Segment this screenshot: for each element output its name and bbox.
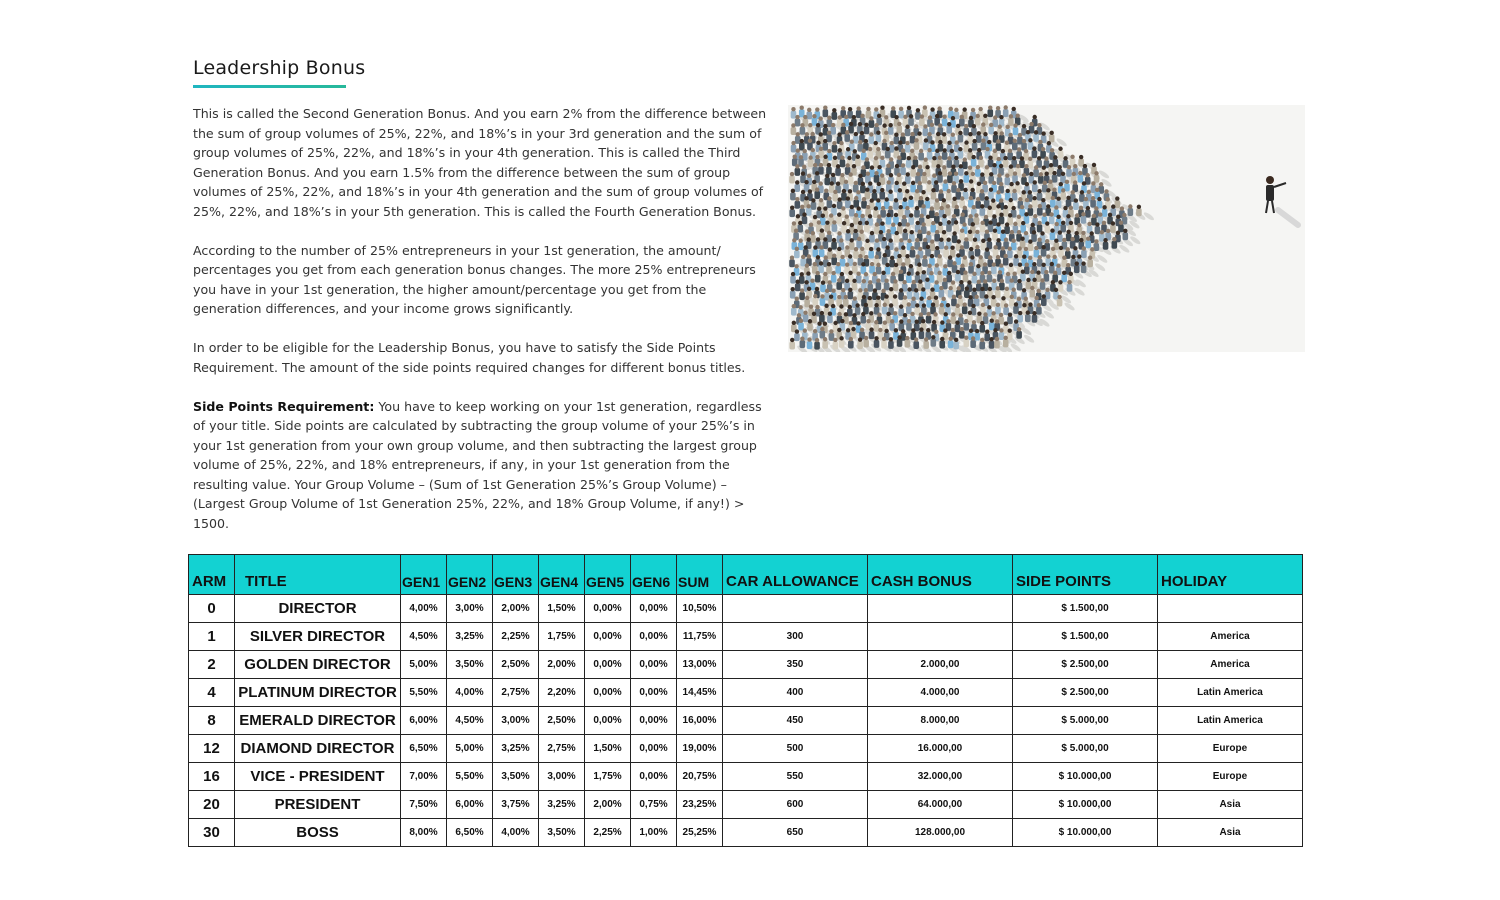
cell-gen4: 2,20% [539,679,585,707]
cell-gen3: 2,25% [493,623,539,651]
cell-gen2: 3,50% [447,651,493,679]
cell-side-points: $ 10.000,00 [1013,791,1158,819]
header-gen2: GEN2 [447,555,493,595]
table-row [189,819,1303,847]
cell-holiday: Asia [1158,791,1303,819]
cell-car-allowance: 650 [723,819,868,847]
cell-gen2: 6,50% [447,819,493,847]
cell-arm: 4 [189,679,235,707]
cell-gen5: 2,00% [585,791,631,819]
cell-gen2: 4,50% [447,707,493,735]
cell-gen6: 0,00% [631,707,677,735]
cell-gen3: 3,00% [493,707,539,735]
header-gen1: GEN1 [401,555,447,595]
title-underline [193,85,346,88]
cell-gen1: 7,50% [401,791,447,819]
header-holiday: HOLIDAY [1158,555,1303,595]
cell-gen1: 5,50% [401,679,447,707]
cell-gen6: 1,00% [631,819,677,847]
side-points-text: You have to keep working on your 1st generation, regardless of your title. Side points are calculated by subtracting the group volume of your 25%’s in your 1st generation from your own group volume, and then subtracting the largest group volume of 25%, 22%, and 18% entrepreneurs, if any, in your 1st generation from the resulting value. Your Group Volume – (Sum of 1st Generation 25%’s Group Volume) – (Largest Group Volume of 1st Generation 25%, 22%, and 18% Group Volume, if any!) > 1500. [193,398,762,531]
cell-car-allowance [723,595,868,623]
cell-arm: 20 [189,791,235,819]
cell-sum: 20,75% [677,763,723,791]
cell-gen3: 2,00% [493,595,539,623]
cell-title: PLATINUM DIRECTOR [235,679,401,707]
header-side-points: SIDE POINTS [1013,555,1158,595]
cell-cash-bonus: 16.000,00 [868,735,1013,763]
header-gen3: GEN3 [493,555,539,595]
header-cash-bonus: CASH BONUS [868,555,1013,595]
table-body [189,595,1303,847]
cell-car-allowance: 400 [723,679,868,707]
cell-title: DIRECTOR [235,595,401,623]
crowd-illustration [788,105,1305,352]
table-row [189,707,1303,735]
table-header-row [189,555,1303,595]
cell-side-points: $ 10.000,00 [1013,819,1158,847]
cell-gen6: 0,00% [631,651,677,679]
cell-gen6: 0,00% [631,735,677,763]
cell-gen1: 5,00% [401,651,447,679]
table-row [189,735,1303,763]
cell-gen3: 2,50% [493,651,539,679]
cell-gen5: 0,00% [585,679,631,707]
cell-sum: 23,25% [677,791,723,819]
cell-cash-bonus: 2.000,00 [868,651,1013,679]
leadership-bonus-table [188,554,1303,847]
cell-sum: 16,00% [677,707,723,735]
page-title: Leadership Bonus [193,57,366,79]
cell-arm: 30 [189,819,235,847]
cell-title: BOSS [235,819,401,847]
cell-gen1: 6,50% [401,735,447,763]
cell-arm: 1 [189,623,235,651]
cell-sum: 25,25% [677,819,723,847]
cell-holiday: Asia [1158,819,1303,847]
bonus-table [188,554,1303,847]
header-car-allowance: CAR ALLOWANCE [723,555,868,595]
cell-arm: 2 [189,651,235,679]
cell-gen5: 0,00% [585,707,631,735]
cell-arm: 12 [189,735,235,763]
cell-gen2: 6,00% [447,791,493,819]
cell-gen5: 1,75% [585,763,631,791]
cell-gen4: 1,50% [539,595,585,623]
cell-holiday: America [1158,651,1303,679]
cell-gen1: 8,00% [401,819,447,847]
cell-gen4: 2,00% [539,651,585,679]
header-gen4: GEN4 [539,555,585,595]
table-row [189,595,1303,623]
cell-gen2: 3,00% [447,595,493,623]
body-text [193,104,775,553]
cell-sum: 11,75% [677,623,723,651]
cell-gen2: 3,25% [447,623,493,651]
header-arm: ARM [189,555,235,595]
cell-arm: 8 [189,707,235,735]
cell-gen4: 3,50% [539,819,585,847]
paragraph-entrepreneurs: According to the number of 25% entrepreneurs in your 1st generation, the amount/ percentages you get from each generation bonus changes. The more 25% entrepreneurs you have in your 1st generation, the higher amount/percentage you get from the generation differences, and your income grows significantly. [193,242,756,316]
cell-title: PRESIDENT [235,791,401,819]
cell-gen3: 2,75% [493,679,539,707]
cell-side-points: $ 5.000,00 [1013,735,1158,763]
cell-gen5: 0,00% [585,651,631,679]
cell-title: DIAMOND DIRECTOR [235,735,401,763]
cell-car-allowance: 600 [723,791,868,819]
header-sum: SUM [677,555,723,595]
cell-car-allowance: 300 [723,623,868,651]
table-row [189,623,1303,651]
header-gen6: GEN6 [631,555,677,595]
cell-gen6: 0,00% [631,623,677,651]
cell-gen3: 4,00% [493,819,539,847]
cell-gen4: 1,75% [539,623,585,651]
cell-gen5: 2,25% [585,819,631,847]
paragraph-generation-bonus: This is called the Second Generation Bonus. And you earn 2% from the difference between the sum of group volumes of 25%, 22%, and 18%’s in your 3rd generation and the sum of group volumes of 25%, 22%, and 18%’s in your 4th generation. This is called the Third Generation Bonus. And you earn 1.5% from the difference between the sum of group volumes of 25%, 22%, and 18%’s in your 4th generation and the sum of group volumes of 25%, 22%, and 18%’s in your 5th generation. This is called the Fourth Generation Bonus. [193,106,767,219]
cell-gen5: 0,00% [585,595,631,623]
cell-gen2: 5,50% [447,763,493,791]
side-points-label: Side Points Requirement: [193,398,375,414]
cell-car-allowance: 550 [723,763,868,791]
cell-side-points: $ 5.000,00 [1013,707,1158,735]
cell-gen4: 2,50% [539,707,585,735]
cell-gen3: 3,75% [493,791,539,819]
cell-holiday: Europe [1158,763,1303,791]
cell-holiday [1158,595,1303,623]
cell-cash-bonus: 64.000,00 [868,791,1013,819]
cell-side-points: $ 10.000,00 [1013,763,1158,791]
cell-gen6: 0,00% [631,595,677,623]
cell-gen4: 2,75% [539,735,585,763]
cell-gen4: 3,00% [539,763,585,791]
cell-arm: 16 [189,763,235,791]
header-gen5: GEN5 [585,555,631,595]
cell-sum: 10,50% [677,595,723,623]
cell-sum: 13,00% [677,651,723,679]
cell-gen6: 0,75% [631,791,677,819]
cell-title: VICE - PRESIDENT [235,763,401,791]
cell-cash-bonus: 32.000,00 [868,763,1013,791]
cell-holiday: Europe [1158,735,1303,763]
heading-block [193,57,365,88]
cell-car-allowance: 450 [723,707,868,735]
cell-gen1: 4,50% [401,623,447,651]
cell-gen6: 0,00% [631,679,677,707]
cell-gen3: 3,25% [493,735,539,763]
cell-gen1: 4,00% [401,595,447,623]
cell-gen5: 0,00% [585,623,631,651]
cell-cash-bonus: 4.000,00 [868,679,1013,707]
cell-gen5: 1,50% [585,735,631,763]
cell-cash-bonus: 8.000,00 [868,707,1013,735]
cell-gen4: 3,25% [539,791,585,819]
cell-car-allowance: 350 [723,651,868,679]
cell-cash-bonus: 128.000,00 [868,819,1013,847]
table-row [189,791,1303,819]
cell-gen2: 4,00% [447,679,493,707]
cell-side-points: $ 1.500,00 [1013,595,1158,623]
cell-title: EMERALD DIRECTOR [235,707,401,735]
cell-gen2: 5,00% [447,735,493,763]
cell-car-allowance: 500 [723,735,868,763]
cell-gen3: 3,50% [493,763,539,791]
cell-side-points: $ 2.500,00 [1013,651,1158,679]
cell-gen1: 6,00% [401,707,447,735]
header-title: TITLE [235,555,401,595]
cell-arm: 0 [189,595,235,623]
cell-sum: 19,00% [677,735,723,763]
cell-sum: 14,45% [677,679,723,707]
table-row [189,651,1303,679]
cell-side-points: $ 2.500,00 [1013,679,1158,707]
cell-cash-bonus [868,595,1013,623]
cell-gen1: 7,00% [401,763,447,791]
cell-title: GOLDEN DIRECTOR [235,651,401,679]
cell-holiday: Latin America [1158,707,1303,735]
paragraph-eligibility: In order to be eligible for the Leadership Bonus, you have to satisfy the Side Points Requirement. The amount of the side points required changes for different bonus titles. [193,340,746,375]
crowd-image [788,105,1305,352]
cell-title: SILVER DIRECTOR [235,623,401,651]
table-row [189,763,1303,791]
table-row [189,679,1303,707]
cell-cash-bonus [868,623,1013,651]
paragraph-side-points [193,397,775,534]
cell-holiday: America [1158,623,1303,651]
cell-side-points: $ 1.500,00 [1013,623,1158,651]
cell-gen6: 0,00% [631,763,677,791]
cell-holiday: Latin America [1158,679,1303,707]
